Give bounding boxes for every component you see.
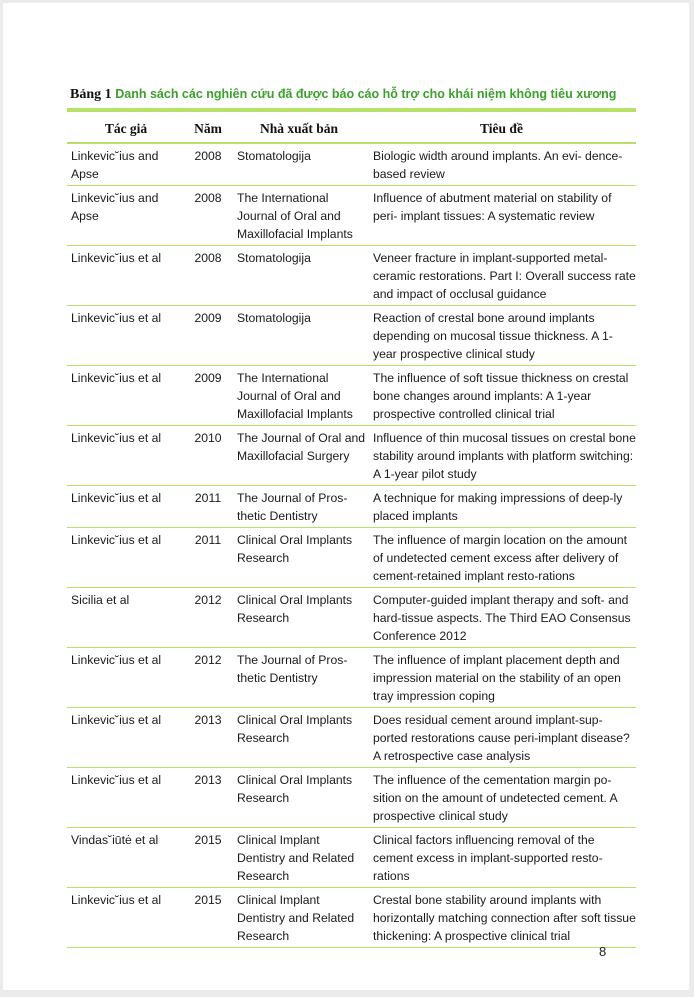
cell-author: Linkevic˘ius et al (67, 426, 185, 486)
cell-year: 2012 (185, 648, 231, 708)
cell-year: 2015 (185, 888, 231, 948)
cell-publisher: Clinical Implant Dentistry and Related Research (231, 828, 367, 888)
cell-publisher: The International Journal of Oral and Maxillofacial Implants (231, 366, 367, 426)
header-author: Tác giả (67, 115, 185, 143)
cell-author: Linkevic˘ius et al (67, 768, 185, 828)
cell-title: Influence of thin mucosal tissues on crestal bone stability around implants with platform switching: A 1-year pilot study (367, 426, 636, 486)
cell-author: Linkevic˘ius et al (67, 528, 185, 588)
cell-publisher: The Journal of Pros-thetic Dentistry (231, 486, 367, 528)
table-row (67, 768, 636, 828)
table-caption (70, 85, 630, 104)
cell-year: 2015 (185, 828, 231, 888)
cell-year: 2009 (185, 366, 231, 426)
cell-publisher: Stomatologija (231, 246, 367, 306)
cell-title: Computer-guided implant therapy and soft- and hard-tissue aspects. The Third EAO Consensus Conference 2012 (367, 588, 636, 648)
cell-title: A technique for making impressions of deep-ly placed implants (367, 486, 636, 528)
cell-author: Linkevic˘ius et al (67, 888, 185, 948)
cell-author: Linkevic˘ius et al (67, 708, 185, 768)
cell-publisher: Stomatologija (231, 306, 367, 366)
table-body (67, 143, 636, 948)
header-year: Năm (185, 115, 231, 143)
cell-author: Sicilia et al (67, 588, 185, 648)
table-row (67, 486, 636, 528)
cell-author: Linkevic˘ius and Apse (67, 186, 185, 246)
cell-year: 2008 (185, 186, 231, 246)
cell-publisher: The Journal of Oral and Maxillofacial Surgery (231, 426, 367, 486)
cell-title: The influence of margin location on the amount of undetected cement excess after delivery of cement-retained implant resto-rations (367, 528, 636, 588)
table-row (67, 828, 636, 888)
studies-table (67, 115, 636, 948)
cell-author: Linkevic˘ius et al (67, 486, 185, 528)
cell-title: The influence of the cementation margin po-sition on the amount of undetected cement. A prospective clinical study (367, 768, 636, 828)
cell-publisher: Clinical Oral Implants Research (231, 588, 367, 648)
cell-author: Linkevic˘ius and Apse (67, 143, 185, 186)
cell-publisher: Clinical Oral Implants Research (231, 528, 367, 588)
cell-title: Crestal bone stability around implants with horizontally matching connection after soft tissue thickening: A prospective clinical trial (367, 888, 636, 948)
table-row (67, 528, 636, 588)
table-caption-label: Bảng 1 (70, 87, 112, 102)
table-row (67, 246, 636, 306)
cell-publisher: The International Journal of Oral and Maxillofacial Implants (231, 186, 367, 246)
cell-year: 2008 (185, 143, 231, 186)
cell-publisher: Clinical Oral Implants Research (231, 768, 367, 828)
cell-author: Linkevic˘ius et al (67, 306, 185, 366)
cell-year: 2010 (185, 426, 231, 486)
document-page (3, 3, 689, 990)
header-title: Tiêu đề (367, 115, 636, 143)
cell-publisher: Stomatologija (231, 143, 367, 186)
cell-year: 2011 (185, 486, 231, 528)
cell-year: 2011 (185, 528, 231, 588)
table-row (67, 648, 636, 708)
cell-year: 2013 (185, 708, 231, 768)
table-header-row (67, 115, 636, 143)
table-row (67, 366, 636, 426)
cell-year: 2012 (185, 588, 231, 648)
table-row (67, 143, 636, 186)
table-row (67, 186, 636, 246)
cell-author: Linkevic˘ius et al (67, 246, 185, 306)
table-row (67, 306, 636, 366)
table-row (67, 426, 636, 486)
header-publisher: Nhà xuất bản (231, 115, 367, 143)
cell-title: Does residual cement around implant-sup-ported restorations cause peri-implant disease? A retrospective case analysis (367, 708, 636, 768)
table-top-rule (67, 108, 636, 112)
cell-publisher: The Journal of Pros-thetic Dentistry (231, 648, 367, 708)
cell-author: Vindas˘iūtė et al (67, 828, 185, 888)
table-row (67, 888, 636, 948)
cell-title: Biologic width around implants. An evi- dence- based review (367, 143, 636, 186)
cell-year: 2013 (185, 768, 231, 828)
table-row (67, 708, 636, 768)
cell-author: Linkevic˘ius et al (67, 648, 185, 708)
cell-title: Reaction of crestal bone around implants depending on mucosal tissue thickness. A 1-year prospective clinical study (367, 306, 636, 366)
cell-publisher: Clinical Oral Implants Research (231, 708, 367, 768)
cell-publisher: Clinical Implant Dentistry and Related Research (231, 888, 367, 948)
table-caption-text: Danh sách các nghiên cứu đã được báo cáo hỗ trợ cho khái niệm không tiêu xương (115, 87, 617, 101)
cell-title: The influence of implant placement depth and impression material on the stability of an open tray impression coping (367, 648, 636, 708)
cell-title: The influence of soft tissue thickness on crestal bone changes around implants: A 1-year prospective controlled clinical trial (367, 366, 636, 426)
cell-title: Veneer fracture in implant-supported metal-ceramic restorations. Part I: Overall success rate and impact of occlusal guidance (367, 246, 636, 306)
page-number: 8 (599, 944, 607, 959)
cell-author: Linkevic˘ius et al (67, 366, 185, 426)
cell-title: Clinical factors influencing removal of the cement excess in implant-supported resto-rations (367, 828, 636, 888)
cell-year: 2009 (185, 306, 231, 366)
table-row (67, 588, 636, 648)
cell-year: 2008 (185, 246, 231, 306)
cell-title: Influence of abutment material on stability of peri- implant tissues: A systematic review (367, 186, 636, 246)
